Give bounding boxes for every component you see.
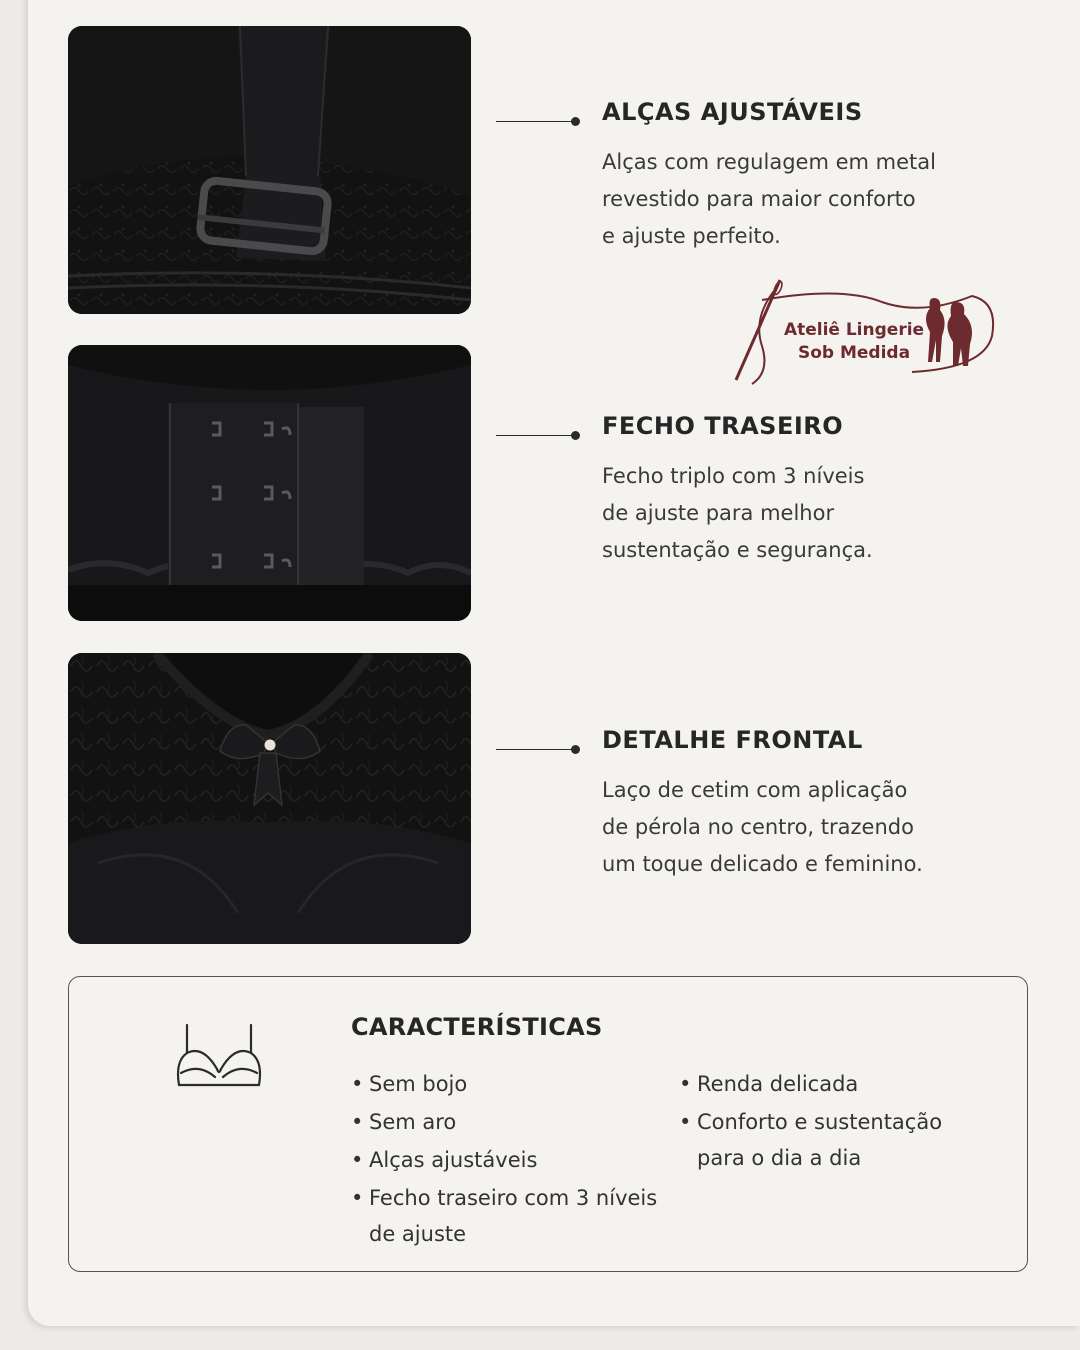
strap-photo [68, 26, 471, 314]
front-detail-photo [68, 653, 471, 944]
feature-description: Fecho triplo com 3 níveis de ajuste para melhor sustentação e segurança. [602, 464, 873, 562]
feature-title: FECHO TRASEIRO [602, 412, 844, 440]
feature-back-closure [496, 412, 1056, 582]
characteristics-list-1 [351, 1065, 711, 1251]
characteristics-title: CARACTERÍSTICAS [351, 1013, 603, 1041]
list-item: • Sem aro [351, 1110, 457, 1134]
list-item: • Fecho traseiro com 3 níveis de ajuste [351, 1186, 658, 1246]
feature-front-detail [496, 726, 1056, 896]
feature-title: ALÇAS AJUSTÁVEIS [602, 98, 863, 126]
feature-title: DETALHE FRONTAL [602, 726, 863, 754]
feature-description: Alças com regulagem em metal revestido para maior conforto e ajuste perfeito. [602, 150, 936, 248]
feature-straps [496, 98, 1056, 268]
connector-line [496, 744, 576, 756]
list-item: • Conforto e sustentação para o dia a dia [679, 1110, 943, 1170]
brand-logo [722, 276, 1002, 388]
logo-line-1: Ateliê Lingerie [783, 320, 925, 340]
list-item: • Alças ajustáveis [351, 1148, 538, 1172]
connector-line [496, 430, 576, 442]
bra-icon [173, 1023, 265, 1093]
back-closure-photo [68, 345, 471, 621]
list-item: • Renda delicada [679, 1072, 859, 1096]
logo-line-2: Sob Medida [797, 343, 911, 363]
characteristics-list-2 [679, 1065, 1009, 1175]
list-item: • Sem bojo [351, 1072, 468, 1096]
characteristics-box [68, 976, 1028, 1272]
connector-line [496, 116, 576, 128]
feature-description: Laço de cetim com aplicação de pérola no centro, trazendo um toque delicado e feminino. [602, 778, 923, 876]
